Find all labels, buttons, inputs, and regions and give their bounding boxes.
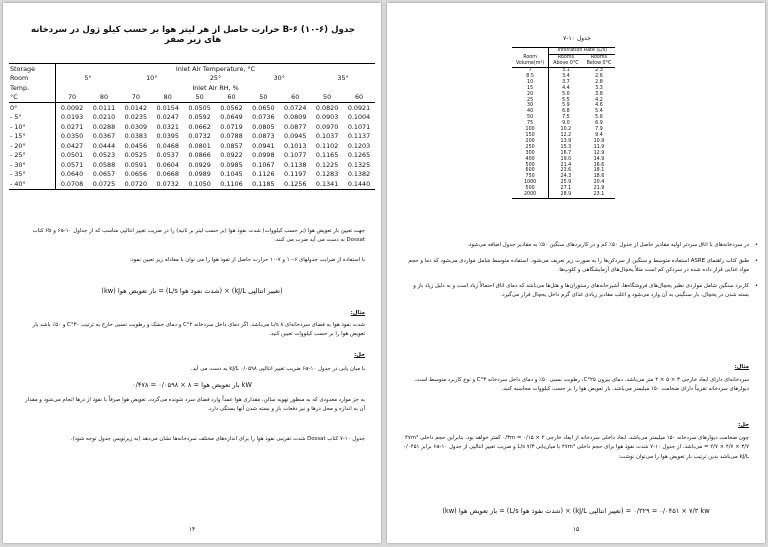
table-cell: 0.0725	[88, 179, 120, 189]
inlet-head: Inlet Air Temperature, °C	[56, 64, 376, 74]
solution-heading: حل:	[354, 352, 365, 358]
table-cell: 0.0945	[284, 132, 307, 141]
table-cell: 27.1	[549, 186, 583, 192]
table-cell: 2.8	[595, 79, 603, 85]
table-cell: 0.0309	[124, 122, 148, 131]
table-cell: 0.0154	[156, 103, 179, 112]
row-temp: - 20°	[10, 141, 26, 150]
paragraph-2: با استفاده از ضرایب جدولهای ۶-۱۰ و ۷-۱۰ حرارت حاصل از نفوذ هوا را می توان با معادله زیر تعیین نمود:	[129, 257, 365, 263]
table-cell: 0.1067	[252, 160, 275, 169]
table-cell: 0.0288	[92, 122, 116, 131]
table-cell: 28.9	[549, 192, 583, 198]
table-cell: 13.9	[549, 139, 583, 145]
table-cell: 0.0367	[92, 132, 116, 141]
solution-text: چون ضخامت دیوارهای سردخانه ۱۵۰ میلیمتر می‌باشد، ابعاد داخلی سردخانه از ابعاد خارجی ۰/۳m = ۰/۱۵ × ۲ کمتر خواهد بود. بنابراین حجم داخلی ۴۷m³ = ۲/۷ × ۴/۷ × ۳/۷ می‌باشد. از جدول ۱۰-۷ شدت نفوذ هوا برای حجم داخلی ۴۷m³ با میان‌یابی ۷/۳ L/s و ضریب تغییر انتالپی از جدول ۱۰-۶a برابر ۰/۰۴۵۱ kJ/L می‌باشد بدین ترتیب بار تعویض هوا را می‌توان نوشت:	[403, 435, 749, 460]
infiltration-head: Infiltration Rate (L/s)	[549, 48, 616, 55]
table-cell: 0.0649	[220, 113, 243, 122]
table-cell: 0.0877	[284, 122, 307, 131]
table-cell: 0.0805	[252, 122, 275, 131]
table-cell: 0.0427	[56, 141, 89, 151]
equation-1: (kw) بار تعویض هوا = (L/s شدت نفوذ هوا) × (kJ/L تغییر انتالپی)	[101, 287, 283, 295]
table-cell: 21.4	[549, 163, 583, 169]
table-row	[512, 151, 615, 157]
infiltration-table: Infiltration Rate (L/s) Room Rooms Rooms Volume(m³) Above 0°C Below 0°C 7 3.1 2.3 8.5 3.4 2.6 10 3.7 2.8 15 4.4 3.3 20 5.0 3.8 25 5.5 4.2 30 5.9 4.6 40 6.8 5.4 50 7.5 5.8 75 9.0 6.9 100 10.2 7.9 150 12.2 9.4 200 13.9 10.9 250 15.3 11.9 300 16.7 12.9 400 19.0 14.9 500 21.4 16.6 600 23.6 18.1 750 24.3 18.6 1000 25.9 20.4 500 27.1 21.9 2000 28.9 23.1	[512, 47, 615, 199]
table-cell: 0.1102	[315, 141, 339, 150]
table-cell: 0.0444	[92, 141, 116, 150]
table-cell: 21.9	[593, 186, 605, 192]
table-cell: 0.0456	[124, 141, 148, 150]
table-cell: 0.0857	[220, 141, 243, 150]
table-cell: 0.0321	[156, 122, 179, 131]
table-cell: 2.3	[595, 68, 603, 73]
table-cell: 0.1037	[315, 132, 339, 141]
table-cell: 150	[525, 132, 535, 138]
table-row	[512, 145, 615, 151]
table-cell: 0.0657	[92, 170, 116, 179]
table-cell: 0.0525	[124, 151, 148, 160]
table-cell: 0.1265	[347, 151, 371, 160]
right-page	[387, 3, 765, 543]
table-cell: 0.0235	[124, 113, 148, 122]
equation-3: (kw) بار تعویض هوا = (L/s شدت نفوذ هوا) × (kJ/L تغییر انتالپی) = ۷/۳ × ۰/۰۴۵۱ = ۰/۳۲۹ kw	[442, 507, 710, 515]
table-cell: 8.5	[526, 73, 534, 79]
table-cell: 0.1165	[315, 151, 339, 160]
table-row	[9, 122, 375, 132]
table-cell: 7.9	[595, 127, 603, 133]
example-heading: مثال:	[350, 310, 365, 316]
table-row	[512, 139, 615, 145]
table-cell: 0.0985	[220, 160, 243, 169]
page-number: ۱۵	[572, 526, 580, 533]
table-cell: 0.0720	[120, 179, 152, 189]
table-cell: 0.0505	[188, 103, 211, 112]
note-item: • کاربرد سنگین شامل مواردی نظیر یخچال‌های فروشگاه‌ها، آشپزخانه‌های رستوران‌ها و هتل‌ها می‌باشد که دمای اتاق احتمالاً زیاد است و به دلیل زیاد باز و بسته شدن در یخچال، بار سنگینی به آن وارد می‌شود و اغلب مقادیر زیادی غذای گرم داخل یخچال قرار می‌گیرد.	[403, 282, 749, 301]
paragraph-1: جهت تعیین بار تعویض هوا (بر حسب کیلووات) شدت نفوذ هوا (بر حسب لیتر بر ثانیه) را در ضریب تغییر انتالپی مناسب که از جداول ۱۰-۶a و ۶b کتاب Dossat به دست می آید ضرب می کنند.	[32, 228, 365, 244]
table-cell: 6.9	[595, 121, 603, 127]
table-cell: 9.4	[595, 132, 603, 138]
table-cell: 0.1185	[247, 179, 279, 189]
table-cell: 6.8	[549, 109, 583, 115]
table-cell: 75	[527, 121, 534, 127]
table-cell: 50	[527, 115, 534, 121]
example-text: سردخانه‌ای دارای ابعاد خارجی ۳ × ۵ × ۴ متر می‌باشد. دمای بیرون ۲۵°C، رطوبت نسبی ۵۰٪ و دمای داخل سردخانه ۳°C و نوع کاربرد متوسط است. دیوارهای سردخانه تقریباً دارای ضخامت ۱۵۰ میلیمتر می‌باشد. بار تعویض هوا را بر حسب کیلووات محاسبه کنید.	[414, 377, 749, 393]
row-temp: - 10°	[10, 122, 26, 131]
table-row	[9, 141, 375, 151]
row-temp: 0°	[10, 103, 18, 112]
table-row	[9, 113, 375, 123]
table-cell: 0.0588	[92, 160, 116, 169]
table-cell: 0.0719	[220, 122, 243, 131]
table-cell: 24.3	[549, 174, 583, 180]
table-cell: 0.0523	[92, 151, 116, 160]
table-cell: 0.0903	[315, 113, 339, 122]
table-cell: 0.1050	[184, 179, 216, 189]
table-cell: 0.0650	[252, 103, 275, 112]
table-cell: 0.0929	[188, 160, 211, 169]
table-cell: 0.0591	[124, 160, 148, 169]
example-heading: مثال:	[734, 364, 749, 370]
table-cell: 0.0820	[315, 103, 339, 112]
table-cell: 0.1256	[279, 179, 311, 189]
table-cell: 1000	[523, 180, 537, 186]
table-cell: 750	[525, 174, 535, 180]
table-cell: 18.1	[593, 168, 605, 174]
table-cell: 0.0989	[188, 170, 211, 179]
table-cell: 5.5	[549, 98, 583, 104]
table-cell: 0.0111	[92, 103, 116, 112]
table-cell: 0.1045	[220, 170, 243, 179]
table-cell: 0.1382	[347, 170, 371, 179]
table-cell: 3.7	[549, 80, 583, 86]
table-cell: 0.0866	[188, 151, 211, 160]
table-cell: 500	[525, 186, 535, 192]
table-row	[9, 151, 375, 161]
table-cell: 3.1	[549, 68, 583, 74]
table-cell: 0.0592	[188, 113, 211, 122]
table-row	[512, 80, 615, 86]
table-row	[512, 157, 615, 163]
table-caption: جدول ۱۰-۷	[563, 35, 591, 42]
table-cell: 15.3	[549, 145, 583, 151]
table-title: جدول B-۶ (۱۰-۶) حرارت حاصل از هر لیتر هوا بر حسب کیلو ژول در سردخانه های زیر صفر	[30, 25, 356, 45]
table-cell: 0.0788	[220, 132, 243, 141]
table-cell: 3.4	[549, 74, 583, 80]
table-cell: 5.8	[595, 115, 603, 121]
table-cell: 2000	[512, 192, 549, 198]
table-cell: 23.1	[583, 192, 616, 198]
table-cell: 0.1225	[315, 160, 339, 169]
table-cell: 400	[525, 156, 535, 162]
table-cell: 0.1197	[284, 170, 307, 179]
table-cell: 0.0350	[56, 132, 89, 142]
table-cell: 5.0	[549, 92, 583, 98]
table-cell: 0.0571	[56, 160, 89, 170]
table-cell: 0.0210	[92, 113, 116, 122]
table-cell: 0.1203	[347, 141, 371, 150]
notes-list	[403, 241, 759, 307]
table-row	[9, 170, 375, 180]
note-item: • در سردخانه‌های با اتاق سردتر اولیه مقادیر حاصل از جدول ۵۰٪ کم و در کاربردهای سنگین ۵۰٪ به مقادیر جدول اضافه می‌شود.	[403, 241, 749, 251]
table-cell: 0.0732	[188, 132, 211, 141]
table-row	[512, 192, 615, 198]
table-cell: 0.0247	[156, 113, 179, 122]
table-cell: 0.1283	[315, 170, 339, 179]
table-cell: 0.1106	[216, 179, 248, 189]
table-cell: 12.2	[549, 133, 583, 139]
table-cell: 0.0383	[124, 132, 148, 141]
row-temp: - 30°	[10, 160, 26, 169]
table-cell: 0.0193	[56, 113, 89, 123]
table-cell: 0.0724	[284, 103, 307, 112]
table-cell: 9.0	[549, 121, 583, 127]
table-cell: 0.0468	[156, 141, 179, 150]
note-item: • طبق کتاب راهنمای ASRE استفاده متوسط و سنگین از سردکن‌ها را به صورت زیر تعریف می‌شود. استفاده متوسط شامل مواردی می‌شود که دما و حجم مواد غذایی قرار داده شده در سردکن کم است مثلاً یخچال‌های آزمایشگاهی و کلوپ‌ها.	[403, 257, 749, 276]
table-cell: 11.9	[593, 144, 605, 150]
table-cell: 0.0801	[188, 141, 211, 150]
table-cell: 0.0092	[56, 103, 89, 113]
table-cell: 20.4	[593, 180, 605, 186]
table-cell: 19.0	[549, 157, 583, 163]
table-cell: 20	[527, 91, 534, 97]
left-page	[3, 3, 381, 543]
heat-table: Storage Inlet Air Temperature, °C Room 5° 10° 25° 30° 35° Temp. Inlet Air RH, % °C 70 80 70 80 50 60 50 60 50 60 0° 0.0092 0.0111 0.0142 0.0154 0.0505 0.0562 0.0650 0.0724 0.0820 0.0921 - 5° 0.0193 0.0210 0.0235 0.0247 0.0592 0.0649 0.0736 0.0809 0.0903 0.1004 - 10° 0.0271 0.0288 0.0309 0.0321 0.0662 0.0719 0.0805 0.0877 0.0970 0.1071 - 15° 0.0350 0.0367 0.0383 0.0395 0.0732 0.0788 0.0873 0.0945 0.1037 0.1137 - 20° 0.0427 0.0444 0.0456 0.0468 0.0801 0.0857 0.0941 0.1013 0.1102 0.1203 - 25° 0.0501 0.0523 0.0525 0.0537 0.0866 0.0922 0.0998 0.1077 0.1165 0.1265 - 30° 0.0571 0.0588 0.0591 0.0604 0.0929 0.0985 0.1067 0.1138 0.1225 0.1325 - 35° 0.0640 0.0657 0.0656 0.0668 0.0989 0.1045 0.1126 0.1197 0.1283 0.1382 - 40° 0.0708 0.0725 0.0720 0.0732 0.1050 0.1106 0.1185 0.1256 0.1341 0.1440	[9, 63, 375, 190]
row-temp: - 25°	[10, 151, 26, 160]
table-cell: 25.9	[549, 180, 583, 186]
table-cell: 5.9	[549, 103, 583, 109]
row-temp: - 5°	[10, 113, 22, 122]
table-cell: 300	[525, 150, 535, 156]
solution-text-1: با میان یابی در جدول ۱۰-۶a ضریب تغییر انتالپی kJ/L ۰/۰۵۹۸ به دست می آید.	[190, 366, 365, 372]
table-cell: 0.0537	[156, 151, 179, 160]
table-cell: 2.6	[595, 73, 603, 79]
table-cell: 5.4	[595, 109, 603, 115]
row-temp: - 40°	[9, 179, 56, 189]
table-cell: 0.0941	[252, 141, 275, 150]
table-cell: 0.1325	[347, 160, 371, 169]
table-cell: 100	[525, 127, 535, 133]
table-cell: 0.0501	[56, 151, 89, 161]
table-cell: 23.6	[549, 168, 583, 174]
table-cell: 0.0142	[124, 103, 148, 112]
table-cell: 10	[527, 79, 534, 85]
row-temp: - 15°	[10, 132, 26, 141]
table-cell: 0.1004	[347, 113, 371, 122]
table-cell: 0.1440	[343, 179, 375, 189]
page-number: ۱۴	[188, 526, 196, 533]
table-cell: 7.5	[549, 115, 583, 121]
table-cell: 0.0922	[220, 151, 243, 160]
table-cell: 0.0708	[56, 179, 89, 189]
solution-text-2: به جز موارد معدودی که به منظور تهویه سالن، مقداری هوا عمداً وارد فضای سرد شونده می‌گردد، تعویض هوا صرفاً با نفوذ از درها انجام می‌شود و مقدار آن به اندازه و محل درها و نیز دفعات باز و بسته شدن آنها بستگی دارد.	[25, 397, 365, 413]
table-row	[512, 74, 615, 80]
table-cell: 0.0271	[56, 122, 89, 132]
table-cell: 0.1138	[284, 160, 307, 169]
table-cell: 4.4	[549, 86, 583, 92]
table-cell: 14.9	[593, 156, 605, 162]
table-cell: 12.9	[593, 150, 605, 156]
table-cell: 0.1077	[284, 151, 307, 160]
table-cell: 0.0562	[220, 103, 243, 112]
table-row	[512, 92, 615, 98]
table-cell: 16.6	[593, 162, 605, 168]
table-cell: 0.1341	[311, 179, 343, 189]
table-cell: 25	[527, 97, 534, 103]
table-cell: 4.2	[595, 97, 603, 103]
example-text: شدت نفوذ هوا به فضای سردخانه‌ای ۸ L/s می‌باشد. اگر دمای داخل سردخانه ۲°C و دمای خشک و رطوبت نسبی خارج به ترتیب ۳۰°C و ۵۰٪ باشد بار تعویض هوا را بر حسب کیلووات تعیین کنید.	[32, 322, 365, 338]
table-cell: 0.1137	[347, 132, 371, 141]
table-cell: 500	[525, 162, 535, 168]
table-cell: 3.3	[595, 85, 603, 91]
table-cell: 600	[525, 168, 535, 174]
table-cell: 0.0604	[156, 160, 179, 169]
table-cell: 40	[527, 109, 534, 115]
equation-2: بار تعویض هوا = ۸ × ۰/۰۵۹۸ = ۰/۴۷۸ kW	[132, 381, 252, 389]
table-cell: 0.1013	[284, 141, 307, 150]
table-cell: 0.0970	[315, 122, 339, 131]
table-cell: 15	[527, 85, 534, 91]
table-cell: 0.0662	[188, 122, 211, 131]
table-cell: 0.1126	[252, 170, 275, 179]
table-cell: 0.0809	[284, 113, 307, 122]
table-row	[9, 179, 375, 189]
solution-heading: حل:	[738, 422, 749, 428]
table-cell: 7	[528, 68, 532, 73]
table-cell: 0.0736	[252, 113, 275, 122]
table-cell: 0.0656	[124, 170, 148, 179]
table-row	[512, 86, 615, 92]
table-cell: 0.0668	[156, 170, 179, 179]
table-cell: 3.8	[595, 91, 603, 97]
table-cell: 0.1071	[347, 122, 371, 131]
table-cell: 4.6	[595, 103, 603, 109]
table-cell: 0.0873	[252, 132, 275, 141]
table-cell: 0.0640	[56, 170, 89, 180]
solution-text-3: جدول ۱۰-۷ کتاب Dossat شدت تقریبی نفوذ هوا را برای اندازه‌های مختلف سردخانه‌ها نشان می‌دهد (به زیرنویس جدول توجه شود).	[70, 436, 365, 442]
table-cell: 0.0998	[252, 151, 275, 160]
row-temp: - 35°	[10, 170, 26, 179]
table-row	[9, 160, 375, 170]
table-row	[9, 132, 375, 142]
table-cell: 0.0732	[152, 179, 184, 189]
table-cell: 30	[527, 103, 534, 109]
storage-head: Storage	[9, 64, 56, 74]
table-cell: 18.6	[593, 174, 605, 180]
table-cell: 200	[525, 138, 535, 144]
table-cell: 10.9	[593, 138, 605, 144]
table-cell: 0.0921	[347, 103, 371, 112]
table-cell: 250	[525, 144, 535, 150]
table-row	[512, 133, 615, 139]
table-row	[9, 103, 375, 113]
table-cell: 16.7	[549, 151, 583, 157]
table-cell: 10.2	[549, 127, 583, 133]
table-cell: 0.0395	[156, 132, 179, 141]
